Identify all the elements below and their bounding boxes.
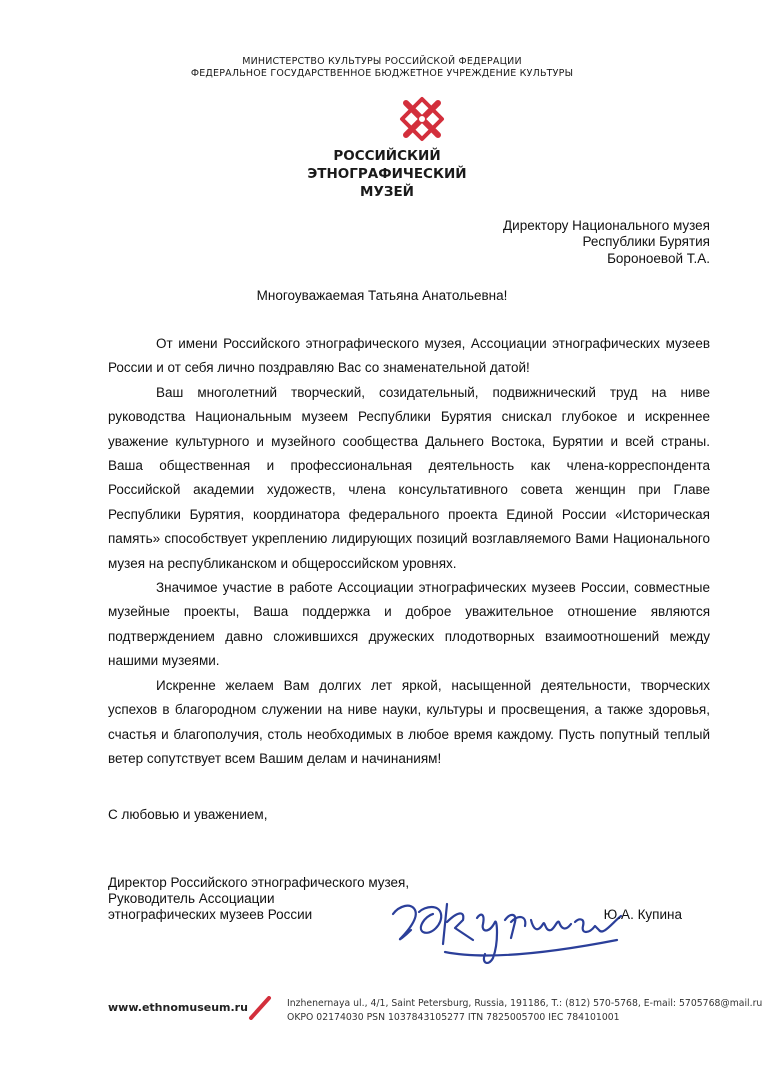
signatory-title-line-1: Директор Российского этнографического музея,	[108, 875, 410, 890]
signatory-name: Ю.А. Купина	[603, 907, 682, 922]
closing: С любовью и уважением,	[108, 807, 268, 822]
museum-name-line-2: ЭТНОГРАФИЧЕСКИЙ	[307, 166, 467, 182]
footer-address: Inzhenernaya ul., 4/1, Saint Petersburg, Russia, 191186, T.: (812) 570-5768, E-mail: 5705768@mail.ru	[287, 998, 763, 1009]
museum-name-line-1: РОССИЙСКИЙ	[333, 148, 441, 164]
footer-codes: OKPO 02174030 PSN 1037843105277 ITN 7825005700 IEC 784101001	[287, 1012, 620, 1023]
signatory-title-line-3: этнографических музеев России	[108, 907, 313, 922]
ministry-line-1: МИНИСТЕРСТВО КУЛЬТУРЫ РОССИЙСКОЙ ФЕДЕРАЦИИ	[242, 56, 522, 67]
ministry-line-2: ФЕДЕРАЛЬНОЕ ГОСУДАРСТВЕННОЕ БЮДЖЕТНОЕ УЧРЕЖДЕНИЕ КУЛЬТУРЫ	[190, 68, 574, 79]
paragraph-4: Искренне желаем Вам долгих лет яркой, насыщенной деятельности, творческих успехов в благородном служении на ниве науки, культуры и просвещения, а также здоровья, счастья и благополучия, столь необходимых в любое время каждому. Пусть попутный теплый ветер сопутствует всем Вашим делам и начинаниям!	[108, 677, 710, 766]
paragraph-3: Значимое участие в работе Ассоциации этнографических музеев России, совместные музейные проекты, Ваша поддержка и доброе уважительное отношение являются подтверждением давно сложившихся дружеских плодотворных взаимоотношений между нашими музеями.	[108, 580, 710, 669]
signatory-title-line-2: Руководитель Ассоциации	[108, 891, 275, 906]
letter-body	[108, 332, 710, 771]
addressee-line-1: Директору Национального музея	[503, 218, 710, 233]
paragraph-1: От имени Российского этнографического музея, Ассоциации этнографических музеев России и от себя лично поздравляю Вас со знаменательной датой!	[108, 336, 710, 376]
salutation: Многоуважаемая Татьяна Анатольевна!	[256, 288, 508, 303]
addressee-line-3: Бороноевой Т.А.	[607, 251, 710, 266]
handwritten-signature	[385, 892, 635, 972]
museum-name-line-3: МУЗЕЙ	[360, 184, 414, 200]
footer-slash-icon	[247, 996, 273, 1020]
addressee-line-2: Республики Бурятия	[582, 234, 710, 249]
paragraph-2: Ваш многолетний творческий, созидательный, подвижнический труд на ниве руководства Национальным музеем Республики Бурятия снискал глубокое и искреннее уважение культурного и музейного сообщества Дальнего Востока, Бурятии и всей страны. Ваша общественная и профессиональная деятельность как члена-корреспондента Российской академии художеств, члена консультативного совета женщин при Главе Республики Бурятия, координатора федерального проекта Единой России «Историческая память» способствует укреплению лидирующих позиций возглавляемого Вами Национального музея на республиканском и общероссийском уровнях.	[108, 384, 710, 571]
footer-website-link[interactable]: www.ethnomuseum.ru	[108, 1001, 248, 1014]
museum-logo-icon	[398, 95, 446, 143]
